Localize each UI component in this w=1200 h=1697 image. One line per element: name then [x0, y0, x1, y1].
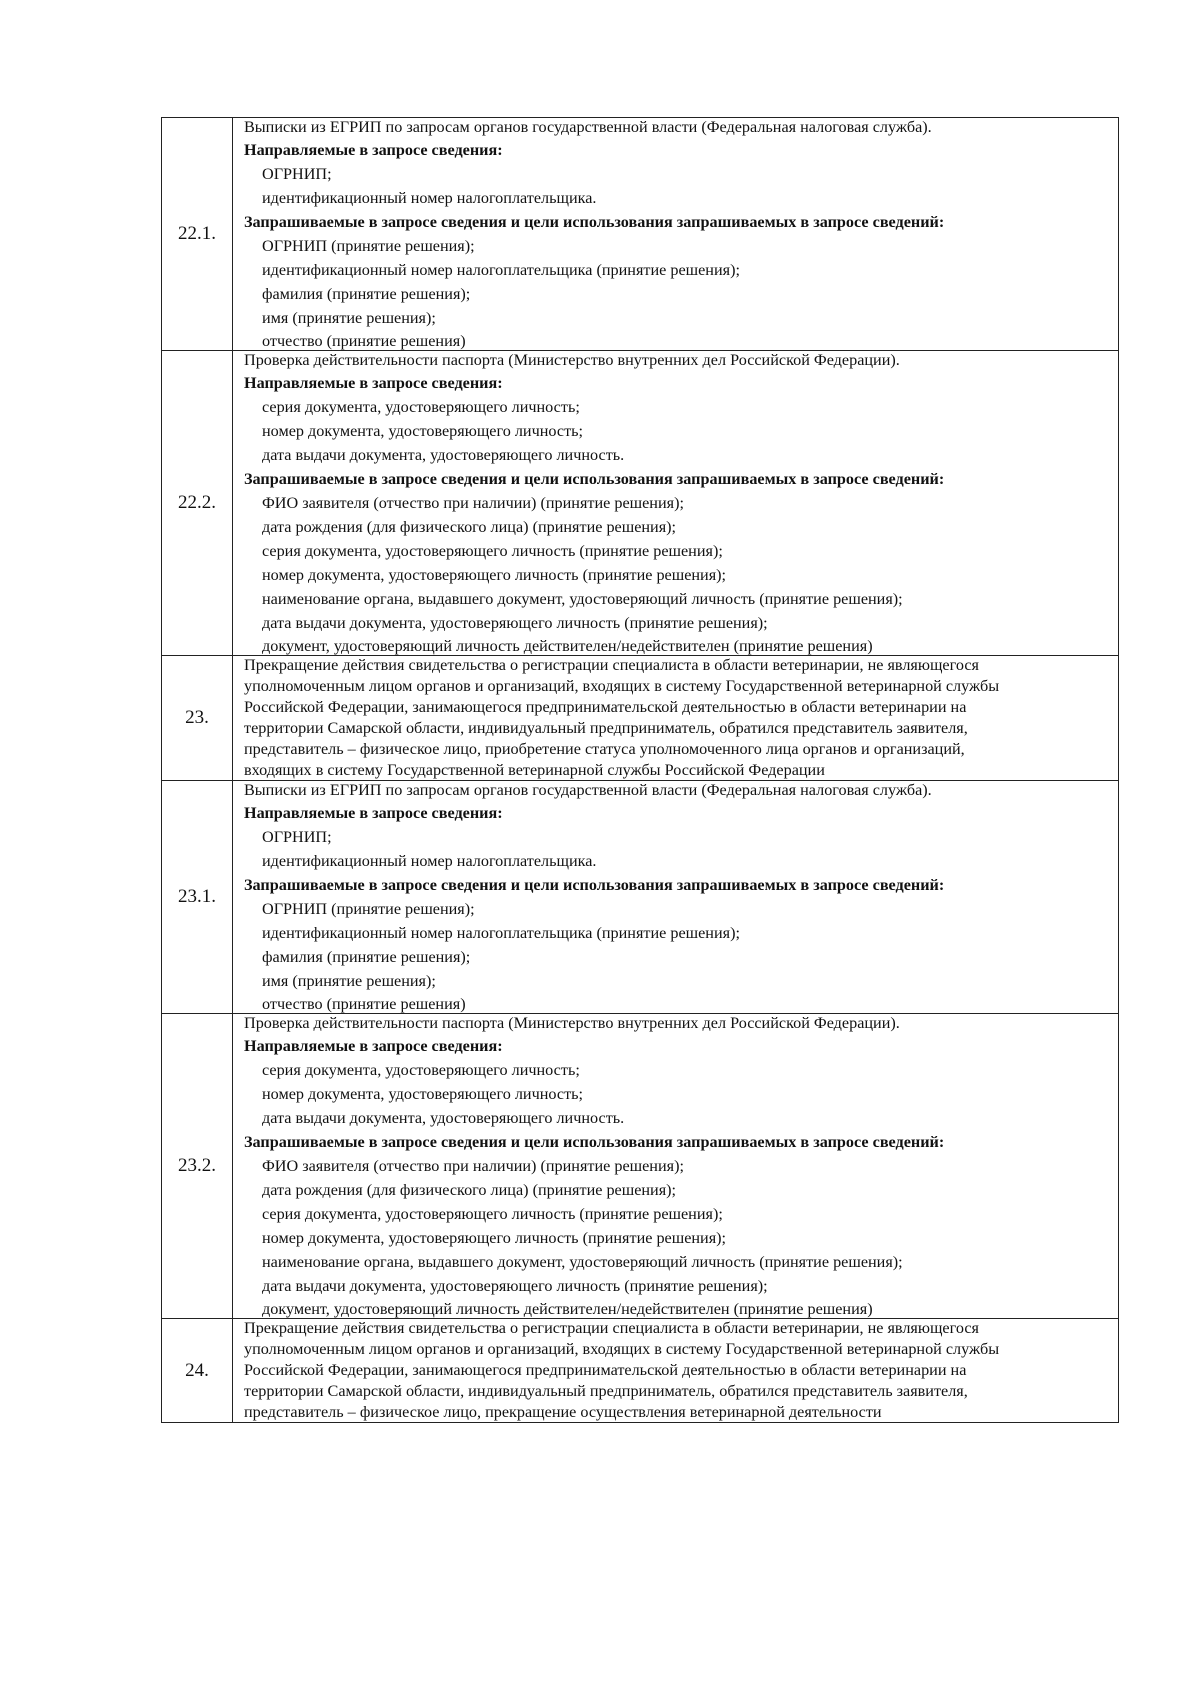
paragraph-line: уполномоченным лицом органов и организаций, входящих в систему Государственной ветеринарной службы [244, 1340, 1000, 1358]
list-item: номер документа, удостоверяющего личность; [262, 1085, 584, 1103]
list-item: наименование органа, выдавшего документ, удостоверяющий личность (принятие решения); [262, 1253, 903, 1271]
list-item: дата выдачи документа, удостоверяющего личность. [262, 1109, 625, 1127]
paragraph-line: Российской Федерации, занимающегося предпринимательской деятельностью в области ветеринарии на [244, 1361, 967, 1379]
row-content [233, 1014, 1119, 1319]
list-item: отчество (принятие решения) [262, 332, 466, 350]
row-title: Выписки из ЕГРИП по запросам органов государственной власти (Федеральная налоговая служба). [244, 781, 932, 799]
list-item: ФИО заявителя (отчество при наличии) (принятие решения); [262, 1157, 684, 1175]
list-item: фамилия (принятие решения); [262, 948, 471, 966]
row-number: 23. [162, 656, 233, 781]
list-item: серия документа, удостоверяющего личность (принятие решения); [262, 542, 723, 560]
list-item: серия документа, удостоверяющего личность (принятие решения); [262, 1205, 723, 1223]
list-item: ОГРНИП (принятие решения); [262, 900, 475, 918]
row-title: Проверка действительности паспорта (Министерство внутренних дел Российской Федерации). [244, 351, 900, 369]
list-item: номер документа, удостоверяющего личность (принятие решения); [262, 1229, 727, 1247]
list-item: номер документа, удостоверяющего личность (принятие решения); [262, 566, 727, 584]
section-heading-sent: Направляемые в запросе сведения: [244, 141, 503, 159]
row-content [233, 781, 1119, 1014]
paragraph-line: Прекращение действия свидетельства о регистрации специалиста в области ветеринарии, не являющегося [244, 656, 979, 674]
list-item: номер документа, удостоверяющего личность; [262, 422, 584, 440]
row-number: 22.2. [162, 351, 233, 656]
section-heading-requested: Запрашиваемые в запросе сведения и цели использования запрашиваемых в запросе сведений: [244, 213, 945, 231]
row-content [233, 1319, 1119, 1423]
list-item: идентификационный номер налогоплательщика. [262, 189, 597, 207]
list-item: серия документа, удостоверяющего личность; [262, 398, 580, 416]
section-heading-requested: Запрашиваемые в запросе сведения и цели использования запрашиваемых в запросе сведений: [244, 876, 945, 894]
list-item: ОГРНИП; [262, 165, 332, 183]
row-content [233, 118, 1119, 351]
list-item: ОГРНИП (принятие решения); [262, 237, 475, 255]
list-item: дата выдачи документа, удостоверяющего личность (принятие решения); [262, 614, 768, 632]
paragraph-line: Прекращение действия свидетельства о регистрации специалиста в области ветеринарии, не являющегося [244, 1319, 979, 1337]
row-number: 22.1. [162, 118, 233, 351]
paragraph-line: представитель – физическое лицо, приобретение статуса уполномоченного лица органов и организаций, [244, 740, 965, 758]
paragraph-line: территории Самарской области, индивидуальный предприниматель, обратился представитель заявителя, [244, 719, 968, 737]
row-title: Проверка действительности паспорта (Министерство внутренних дел Российской Федерации). [244, 1014, 900, 1032]
list-item: наименование органа, выдавшего документ, удостоверяющий личность (принятие решения); [262, 590, 903, 608]
list-item: дата выдачи документа, удостоверяющего личность. [262, 446, 625, 464]
list-item: документ, удостоверяющий личность действителен/недействителен (принятие решения) [262, 1300, 873, 1318]
section-heading-requested: Запрашиваемые в запросе сведения и цели использования запрашиваемых в запросе сведений: [244, 1133, 945, 1151]
section-heading-requested: Запрашиваемые в запросе сведения и цели использования запрашиваемых в запросе сведений: [244, 470, 945, 488]
list-item: дата рождения (для физического лица) (принятие решения); [262, 518, 677, 536]
list-item: ОГРНИП; [262, 828, 332, 846]
row-content [233, 351, 1119, 656]
table-row [162, 1319, 1119, 1423]
section-heading-sent: Направляемые в запросе сведения: [244, 804, 503, 822]
table-row [162, 656, 1119, 781]
paragraph-line: входящих в систему Государственной ветеринарной службы Российской Федерации [244, 761, 825, 779]
paragraph-line: Российской Федерации, занимающегося предпринимательской деятельностью в области ветеринарии на [244, 698, 967, 716]
paragraph-line: уполномоченным лицом органов и организаций, входящих в систему Государственной ветеринарной службы [244, 677, 1000, 695]
paragraph-line: представитель – физическое лицо, прекращение осуществления ветеринарной деятельности [244, 1403, 882, 1421]
list-item: идентификационный номер налогоплательщика (принятие решения); [262, 261, 740, 279]
row-number: 24. [162, 1319, 233, 1423]
services-table [161, 117, 1119, 1423]
section-heading-sent: Направляемые в запросе сведения: [244, 1037, 503, 1055]
row-number: 23.2. [162, 1014, 233, 1319]
list-item: ФИО заявителя (отчество при наличии) (принятие решения); [262, 494, 684, 512]
row-title: Выписки из ЕГРИП по запросам органов государственной власти (Федеральная налоговая служба). [244, 118, 932, 136]
list-item: идентификационный номер налогоплательщика (принятие решения); [262, 924, 740, 942]
list-item: серия документа, удостоверяющего личность; [262, 1061, 580, 1079]
list-item: дата рождения (для физического лица) (принятие решения); [262, 1181, 677, 1199]
list-item: имя (принятие решения); [262, 309, 436, 327]
row-number: 23.1. [162, 781, 233, 1014]
row-content [233, 656, 1119, 781]
list-item: дата выдачи документа, удостоверяющего личность (принятие решения); [262, 1277, 768, 1295]
paragraph-line: территории Самарской области, индивидуальный предприниматель, обратился представитель заявителя, [244, 1382, 968, 1400]
table-row [162, 781, 1119, 1014]
list-item: имя (принятие решения); [262, 972, 436, 990]
list-item: фамилия (принятие решения); [262, 285, 471, 303]
list-item: идентификационный номер налогоплательщика. [262, 852, 597, 870]
section-heading-sent: Направляемые в запросе сведения: [244, 374, 503, 392]
list-item: отчество (принятие решения) [262, 995, 466, 1013]
table-row [162, 351, 1119, 656]
table-row [162, 1014, 1119, 1319]
table-row [162, 118, 1119, 351]
list-item: документ, удостоверяющий личность действителен/недействителен (принятие решения) [262, 637, 873, 655]
